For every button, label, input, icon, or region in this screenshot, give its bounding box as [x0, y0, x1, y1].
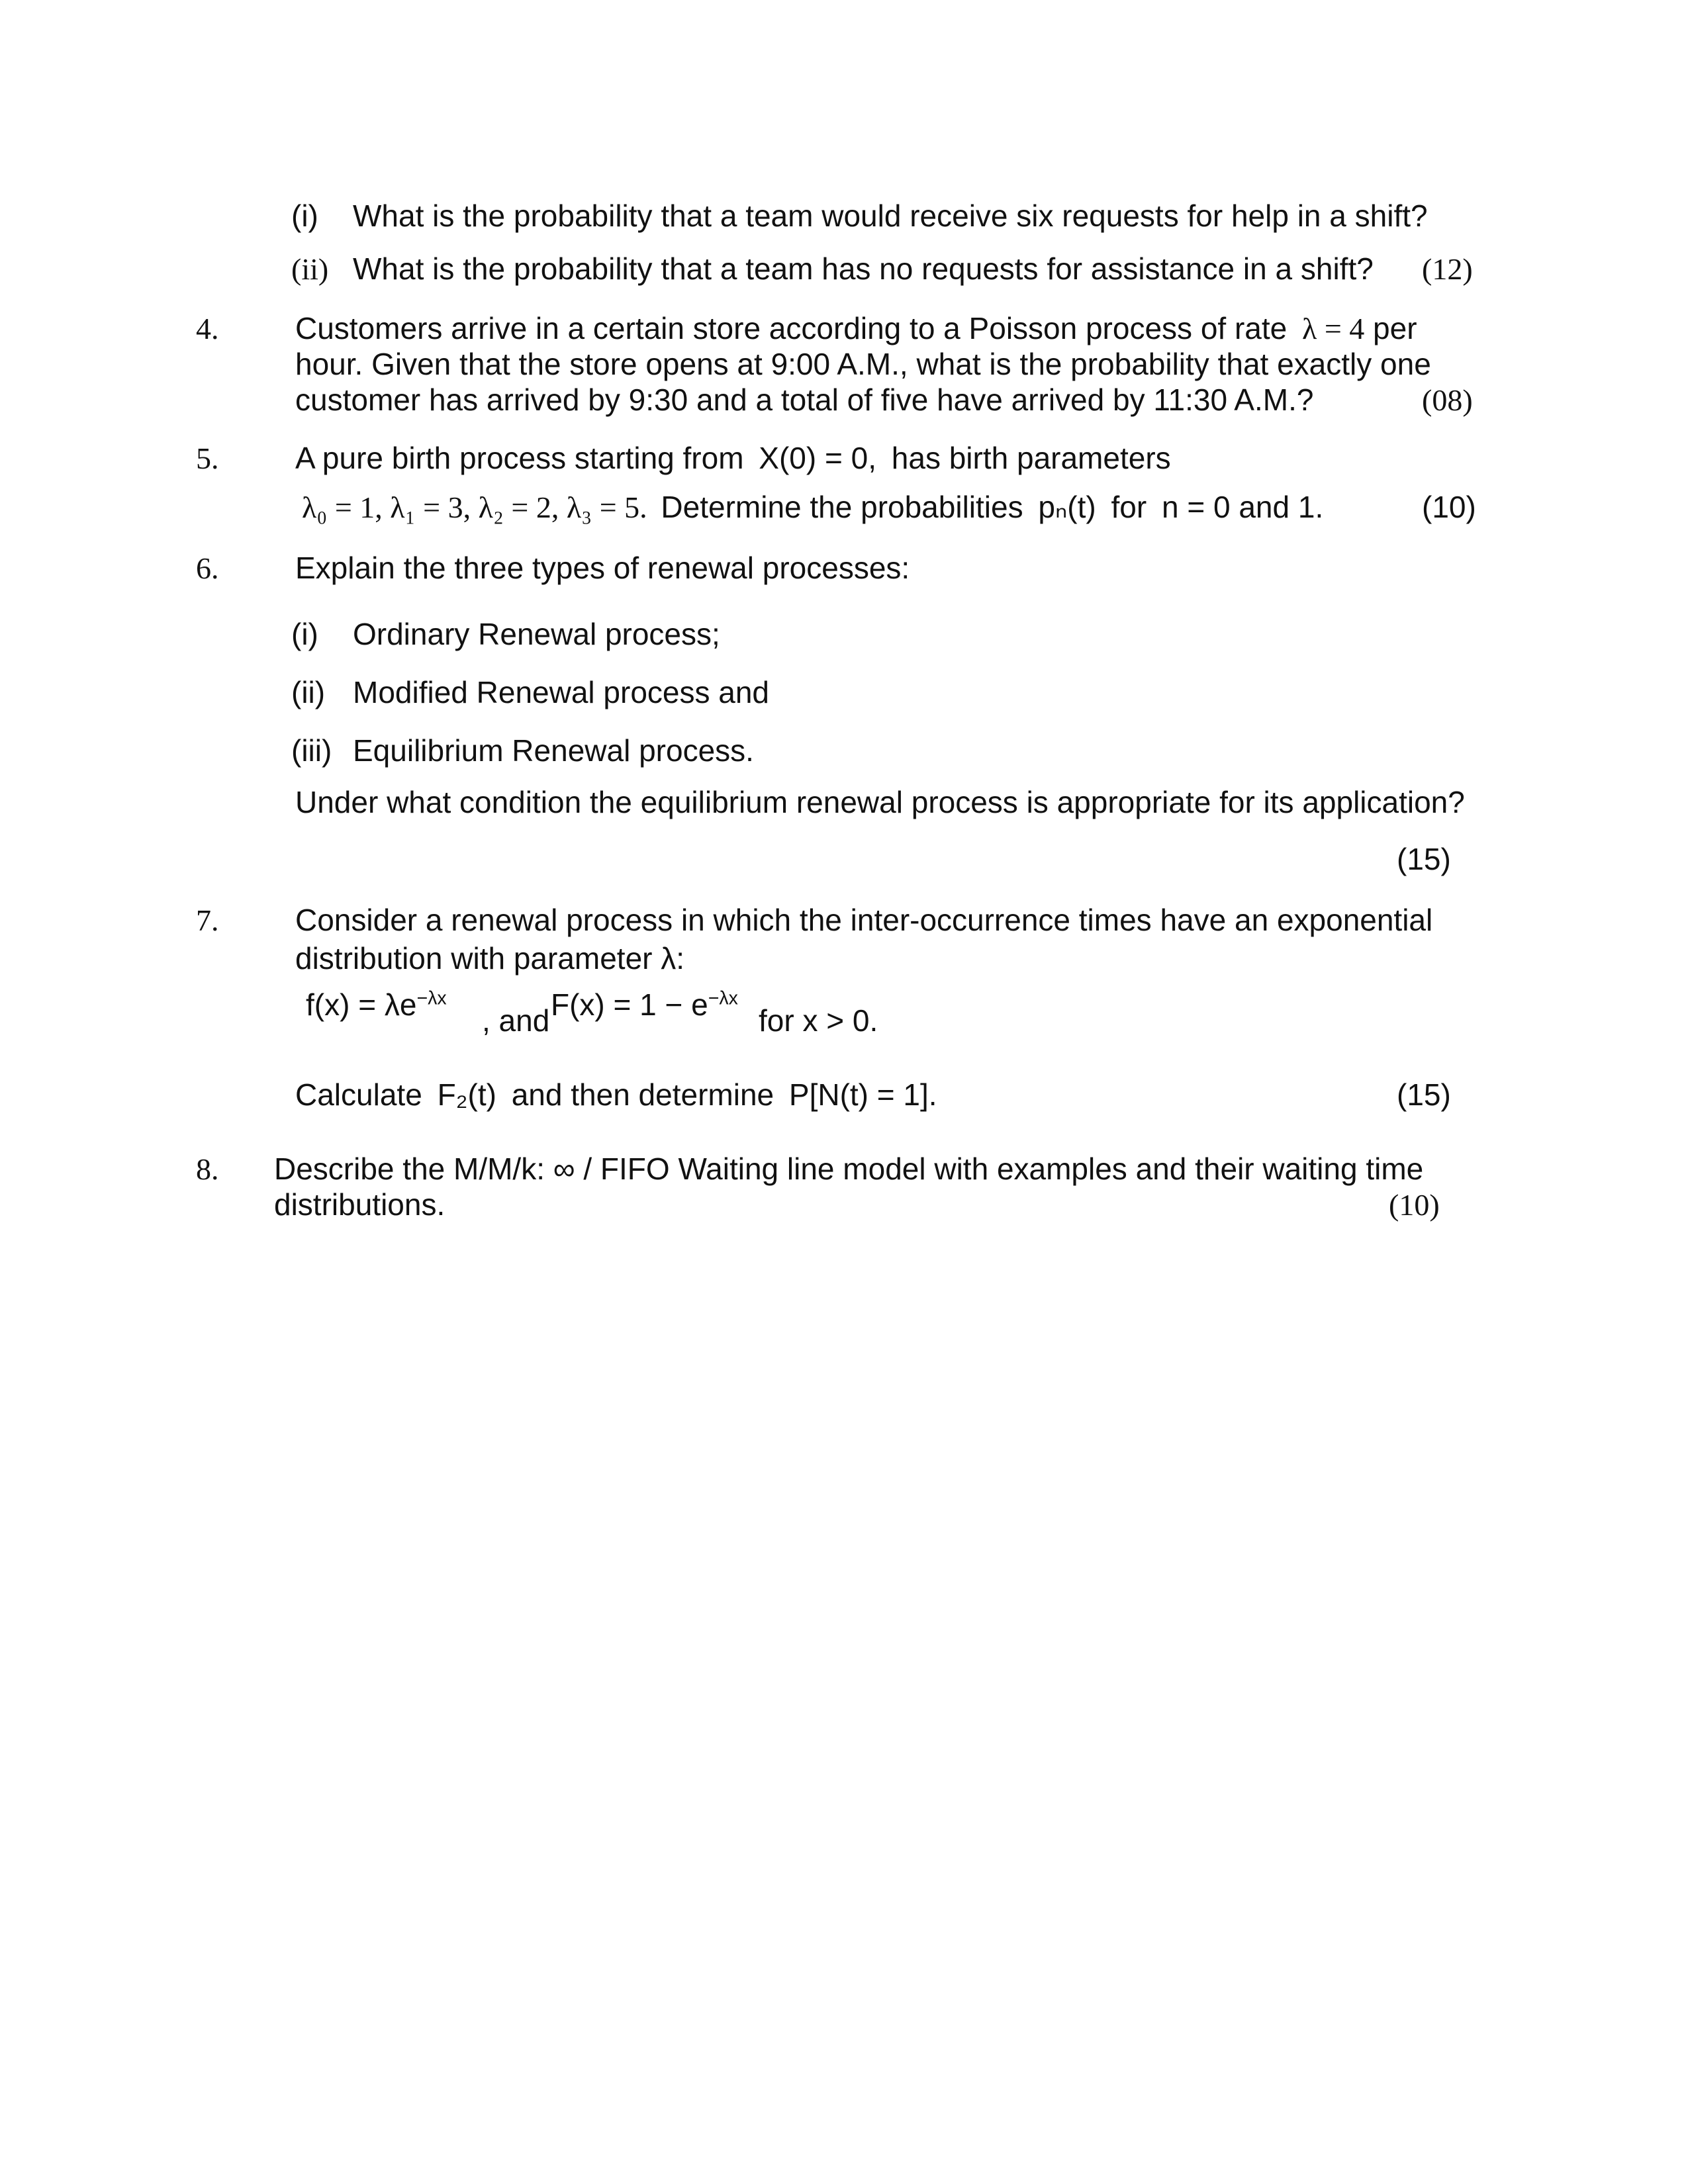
- q8-line2: distributions.: [274, 1187, 445, 1222]
- q5-x0: X(0) = 0,: [759, 441, 876, 475]
- q4-line1-text: Customers arrive in a certain store according to a Poisson process of rate: [295, 311, 1288, 345]
- top-marks: (12): [1422, 252, 1473, 286]
- q6-item-3-label: (iii): [291, 733, 332, 768]
- q5-pn: pₙ(t): [1038, 490, 1096, 524]
- part-ii-label: (ii): [291, 252, 329, 286]
- q8-marks: (10): [1389, 1188, 1440, 1222]
- q5-line2: [302, 488, 1323, 527]
- q5-n-eq: n = 0: [1161, 490, 1231, 524]
- q6-intro: Explain the three types of renewal processes:: [295, 551, 910, 585]
- q6-marks: (15): [1397, 842, 1451, 876]
- q5-for: for: [1111, 490, 1147, 524]
- q7-Fdef: [551, 986, 738, 1024]
- q5-params: λ₀ = 1, λ₁ = 3, λ₂ = 2, λ₃ = 5.: [302, 490, 647, 524]
- q5-line1: [295, 439, 1171, 478]
- q4-line1: [295, 310, 1417, 348]
- q7-marks: (15): [1397, 1077, 1451, 1112]
- q8-line1: Describe the M/M/k: ∞ / FIFO Waiting line model with examples and their waiting time: [274, 1152, 1424, 1186]
- part-i-text: What is the probability that a team would receive six requests for help in a shift?: [353, 199, 1428, 233]
- q5-line1-text: A pure birth process starting from: [295, 441, 744, 475]
- part-ii-text: What is the probability that a team has no requests for assistance in a shift?: [353, 251, 1374, 286]
- q6-number: 6.: [196, 551, 219, 585]
- q5-number: 5.: [196, 441, 219, 475]
- q6-item-2-text: Modified Renewal process and: [353, 675, 770, 709]
- part-i-label: (i): [291, 199, 318, 233]
- q4-number: 4.: [196, 312, 219, 345]
- q4-marks: (08): [1422, 383, 1473, 417]
- q4-line2: hour. Given that the store opens at 9:00 A.M., what is the probability that exactly one: [295, 347, 1431, 381]
- q7-condition: for x > 0.: [759, 1003, 878, 1038]
- q7-f-exp: −λx: [416, 987, 447, 1009]
- q7-number: 7.: [196, 903, 219, 937]
- q5-line1-post: has birth parameters: [891, 441, 1171, 475]
- q7-f-def: f(x) = λe: [306, 987, 417, 1022]
- q6-item-1-label: (i): [291, 617, 318, 651]
- q6-item-2-label: (ii): [291, 675, 326, 709]
- q7-line1: Consider a renewal process in which the inter-occurrence times have an exponential: [295, 903, 1433, 937]
- q7-F-def: F(x) = 1 − e: [551, 987, 708, 1022]
- q5-determine: Determine the probabilities: [661, 490, 1023, 524]
- q7-calc-pre: Calculate: [295, 1077, 422, 1112]
- q7-calc-mid: and then determine: [511, 1077, 774, 1112]
- q4-line3: customer has arrived by 9:30 and a total of five have arrived by 11:30 A.M.?: [295, 383, 1314, 417]
- q6-item-1-text: Ordinary Renewal process;: [353, 617, 720, 651]
- q4-per: per: [1373, 311, 1417, 345]
- q7-and: , and: [482, 1003, 550, 1038]
- q6-question: Under what condition the equilibrium renewal process is appropriate for its application?: [295, 785, 1465, 819]
- q4-lambda: λ = 4: [1302, 312, 1365, 345]
- q7-formula: [306, 986, 447, 1024]
- q7-calc: [295, 1076, 937, 1115]
- q7-PN: P[N(t) = 1].: [788, 1077, 937, 1112]
- q7-F-exp: −λx: [708, 987, 738, 1009]
- q7-line2: distribution with parameter λ:: [295, 941, 685, 976]
- q5-end: and 1.: [1239, 490, 1324, 524]
- q7-F2: F₂(t): [437, 1077, 496, 1112]
- q8-number: 8.: [196, 1152, 219, 1186]
- q6-item-3-text: Equilibrium Renewal process.: [353, 733, 754, 768]
- q5-marks: (10): [1422, 490, 1476, 524]
